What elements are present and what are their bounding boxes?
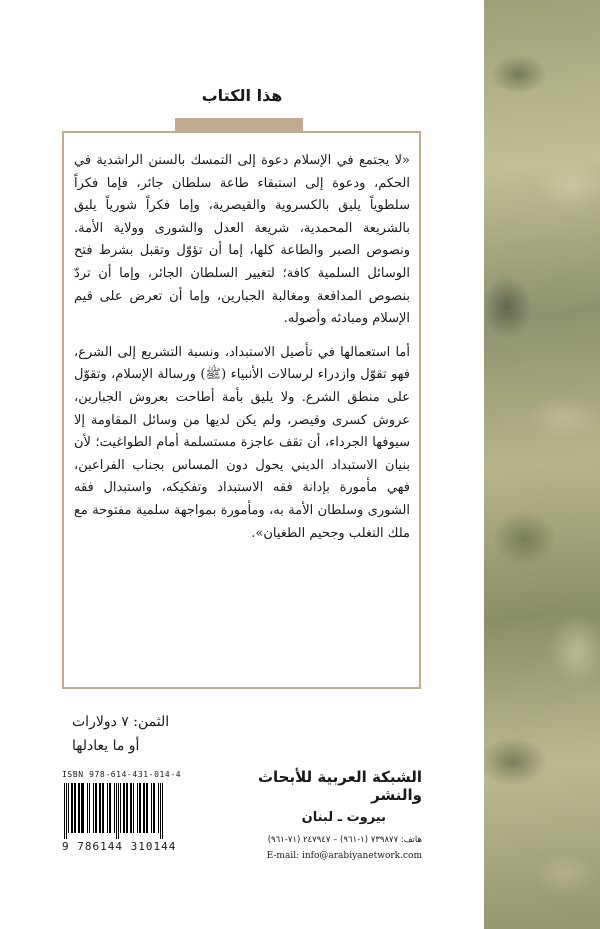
- barcode-bar: [109, 783, 111, 833]
- barcode-bar: [139, 783, 141, 833]
- barcode-bar: [87, 783, 88, 833]
- barcode-bar: [102, 783, 104, 833]
- barcode-bar: [81, 783, 84, 833]
- blurb-text: [74, 150, 410, 556]
- barcode-bar: [64, 783, 65, 839]
- isbn-label: ISBN 978-614-431-014-4: [62, 770, 182, 779]
- barcode-bar: [71, 783, 73, 833]
- frame-tab: [175, 118, 303, 132]
- barcode-bar: [158, 783, 159, 833]
- barcode-bar: [123, 783, 125, 833]
- barcode-bar: [160, 783, 161, 839]
- barcode-bar: [114, 783, 115, 833]
- barcode-bar: [95, 783, 97, 833]
- barcode-bar: [68, 783, 69, 833]
- section-title: هذا الكتاب: [201, 86, 283, 105]
- barcode-bars: [62, 783, 200, 839]
- price-line: الثمن: ٧ دولارات: [72, 714, 170, 730]
- barcode-bar: [118, 783, 119, 839]
- publisher-email: E-mail: info@arabiyanetwork.com: [266, 851, 422, 861]
- barcode-bar: [78, 783, 80, 833]
- barcode-bar: [116, 783, 117, 839]
- publisher-name: الشبكة العربية للأبحاث والنشر: [257, 768, 422, 804]
- blurb-paragraph-2: أما استعمالها في تأصيل الاستبداد، ونسبة التشريع إلى الشرع، فهو تقوّل وازدراء لرسالات الأنبياء (ﷺ) ورسالة الإسلام، وتقوّل على منطق الشرع. ولا يليق بأمة أطاحت بعروش الجبارين، عروش كسرى وقيصر، ولم يكن لديها من وسائل المقاومة إلا سيوفها الجرداء، أن تقف عاجزة مستسلمة أمام الطواغيت؛ لأن بنيان الاستبداد الديني يحول دون المساس بجناب الفراعين، فهي مأمورة بإدانة فقه الاستبداد وتفكيكه، واستبدال فقه الشورى وسلطان الأمة به، ومأمورة بمواجهة سلمية مفتوحة مع ملك التغلب وجحيم الطغيان».: [74, 344, 410, 541]
- barcode-bar: [130, 783, 132, 833]
- barcode-block: [62, 770, 202, 853]
- barcode-bar: [107, 783, 108, 833]
- stone-texture-panel: [484, 0, 600, 929]
- publisher-block: [212, 768, 422, 861]
- barcode-bar: [153, 783, 155, 833]
- publisher-phone: هاتف: ٧٣٩٨٧٧ (١-٩٦١) – ٢٤٧٩٤٧ (٧١-٩٦١): [267, 835, 422, 845]
- price-equivalent: أو ما يعادلها: [72, 738, 140, 754]
- barcode-bar: [126, 783, 128, 833]
- barcode-bar: [66, 783, 67, 839]
- barcode-bar: [137, 783, 138, 833]
- barcode-bar: [99, 783, 101, 833]
- barcode-bar: [162, 783, 163, 839]
- barcode-bar: [74, 783, 76, 833]
- barcode-bar: [93, 783, 94, 833]
- barcode-bar: [146, 783, 148, 833]
- barcode-bar: [133, 783, 134, 833]
- price-block: [72, 710, 169, 758]
- barcode-digits: 9 786144 310144: [62, 840, 177, 853]
- barcode-bar: [120, 783, 121, 833]
- barcode-bar: [89, 783, 90, 833]
- blurb-paragraph-1: «لا يجتمع في الإسلام دعوة إلى التمسك بالسنن الراشدية في الحكم، ودعوة إلى استبقاء طاعة سلطان جائر، فإما فكراً سلطوياً يليق بالكسروية والقيصرية، وإما فكراً شورياً يليق بالشريعة المحمدية، شريعة العدل والشورى وولاية الأمة. ونصوص الصبر والطاعة كلها، إما أن تؤوّل وتقبل بشرط فتح الوسائل السلمية كافة؛ لتغيير السلطان الجائر، وإما أن تردّ بنصوص المدافعة ومغالبة الجبارين، وإما أن تعرض على قيم الإسلام ومبادئه وأصوله.: [74, 153, 410, 327]
- barcode-bar: [151, 783, 152, 833]
- publisher-city: بيروت ـ لبنان: [301, 810, 386, 825]
- barcode-bar: [143, 783, 145, 833]
